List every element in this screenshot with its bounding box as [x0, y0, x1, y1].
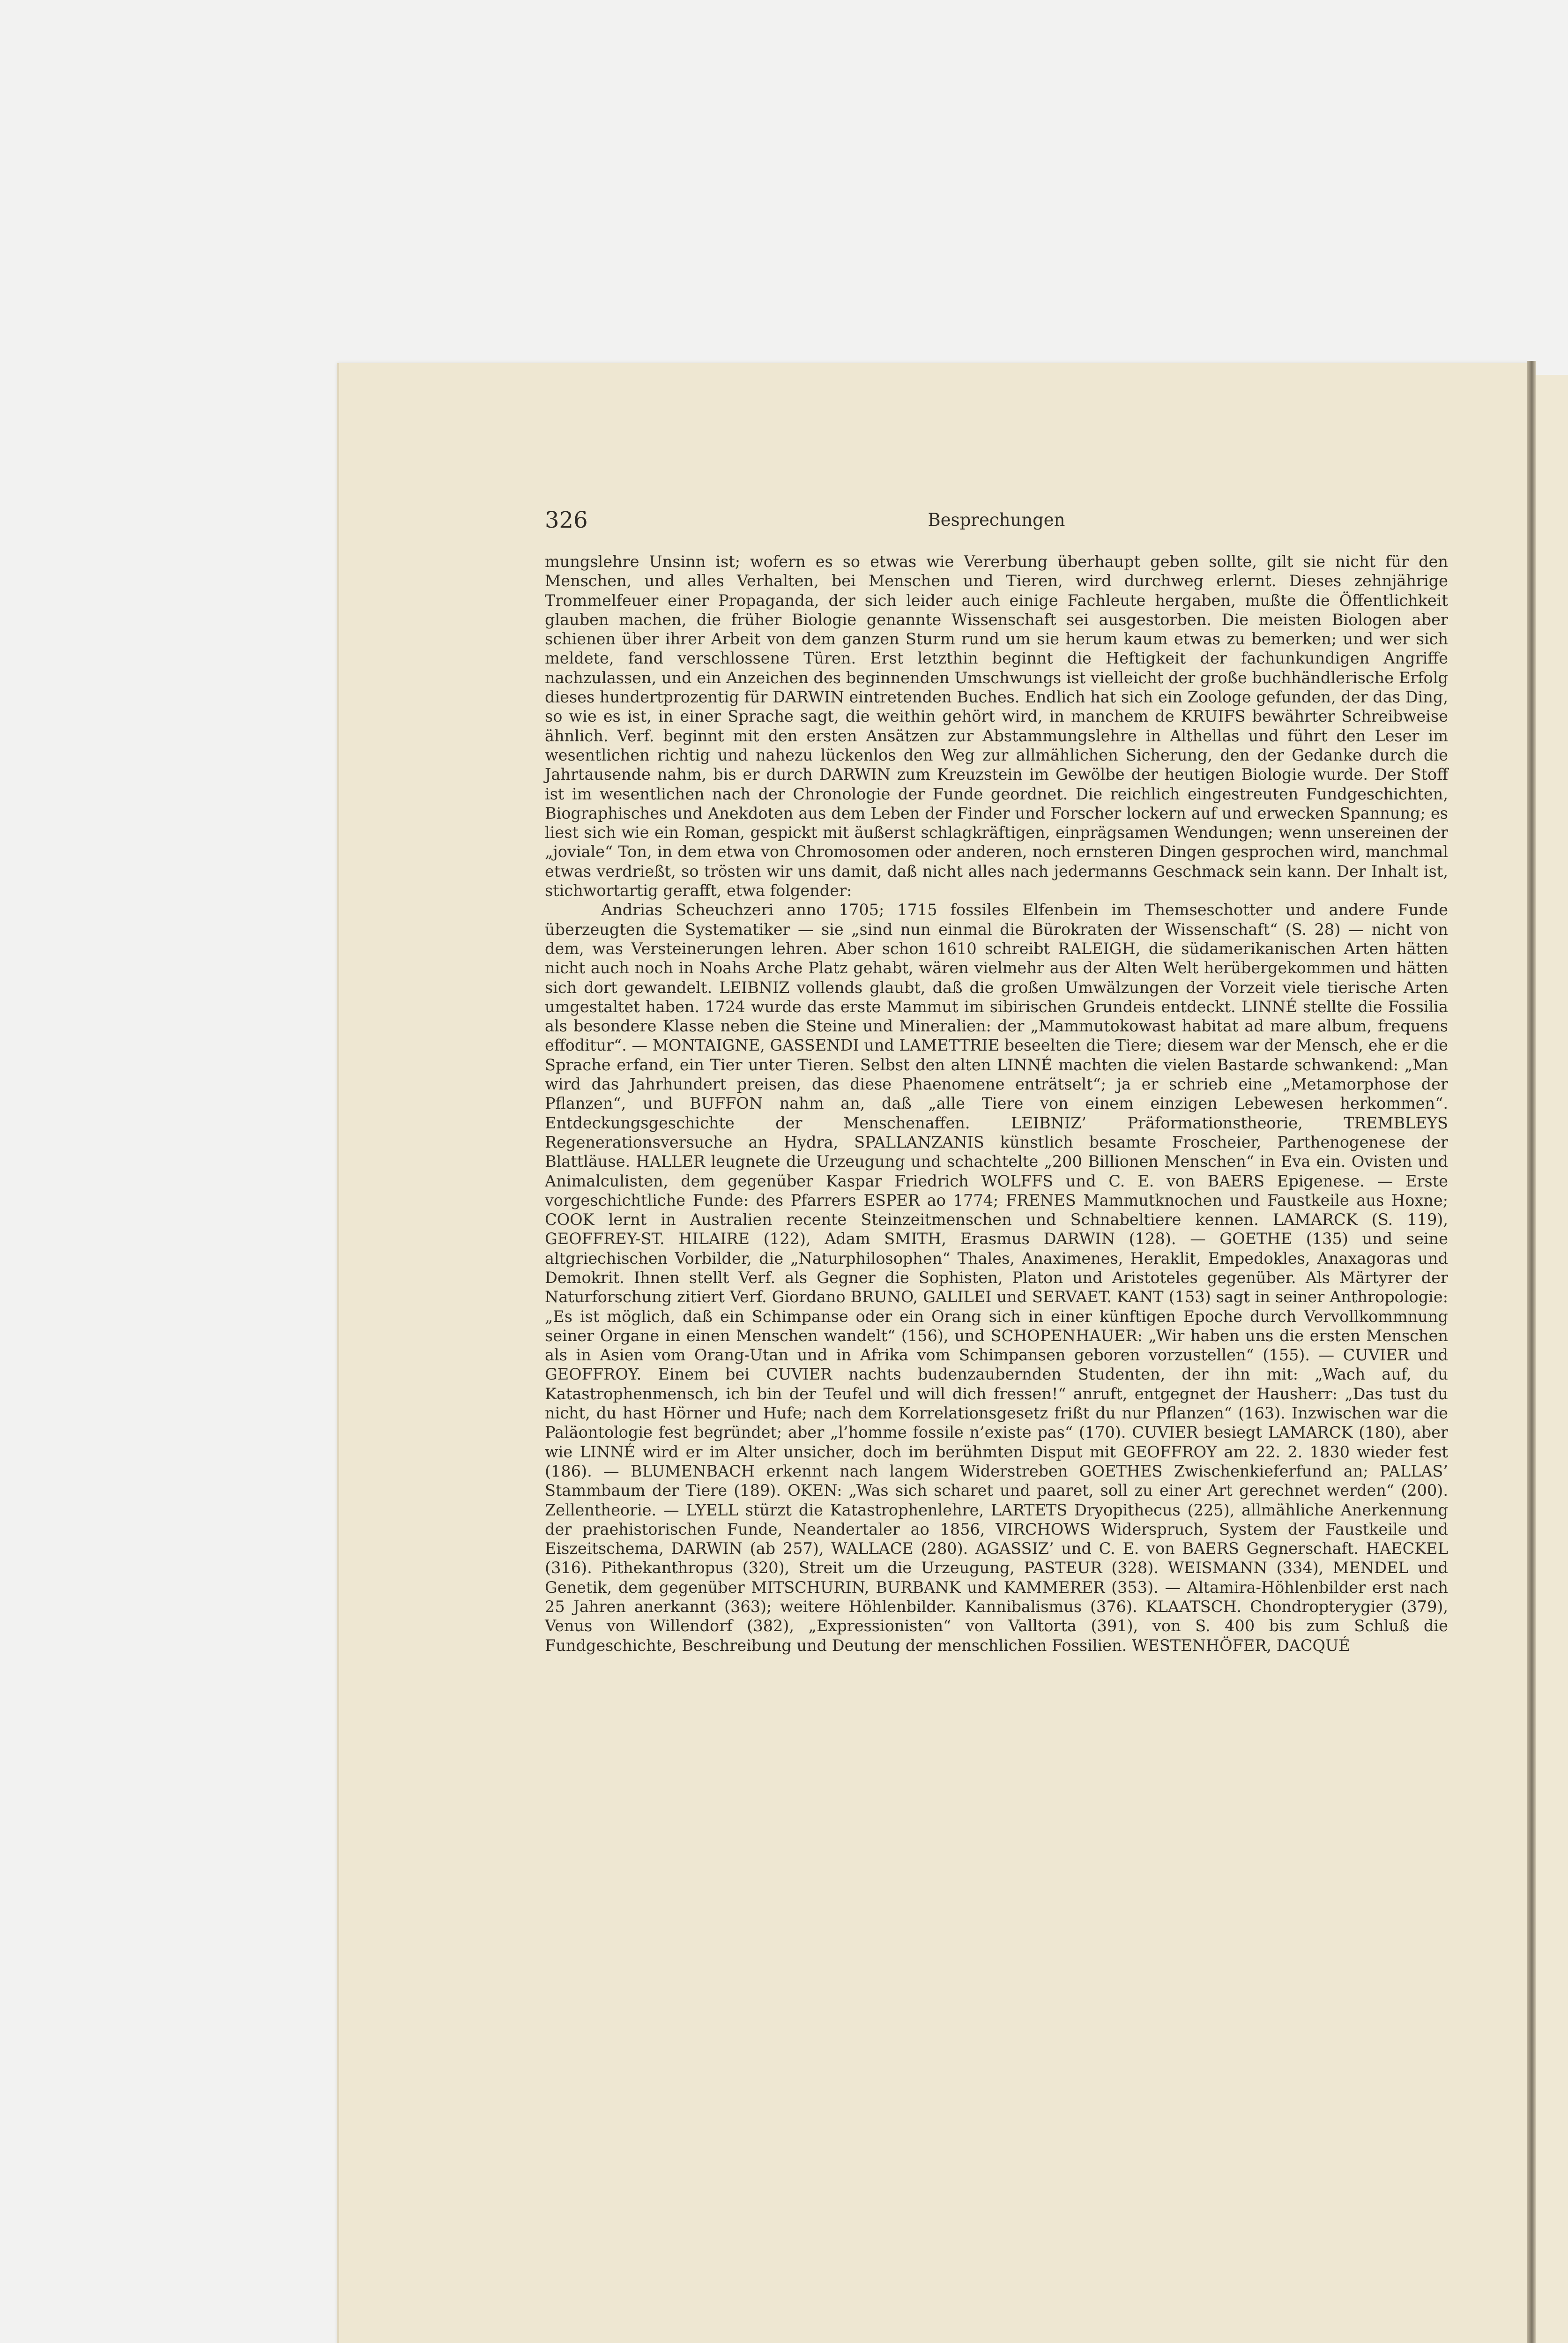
body-text — [545, 552, 1448, 1655]
paragraph-continuation: mungslehre Unsinn ist; wofern es so etwas wie Vererbung überhaupt geben sollte, gilt sie nicht für den Menschen, und alles Verhalten, bei Menschen und Tieren, wird durchweg erlernt. Dieses zehnjährige Trommelfeuer einer Propaganda, der sich leider auch einige Fachleute hergaben, mußte die Öffentlichkeit glauben machen, die früher Biologie genannte Wissenschaft sei ausgestorben. Die meisten Biologen aber schienen über ihrer Arbeit von dem ganzen Sturm rund um sie herum kaum etwas zu bemerken; und wer sich meldete, fand verschlossene Türen. Erst letzthin beginnt die Heftigkeit der fachunkundigen Angriffe nachzulassen, und ein Anzeichen des beginnenden Umschwungs ist vielleicht der große buchhändlerische Erfolg dieses hundertprozentig für DARWIN eintretenden Buches. Endlich hat sich ein Zoologe gefunden, der das Ding, so wie es ist, in einer Sprache sagt, die weithin gehört wird, in manchem de KRUIFS bewährter Schreibweise ähnlich. Verf. beginnt mit den ersten Ansätzen zur Abstammungslehre in Althellas und führt den Leser im wesentlichen richtig und nahezu lückenlos den Weg zur allmählichen Sicherung, den der Gedanke durch die Jahrtausende nahm, bis er durch DARWIN zum Kreuzstein im Gewölbe der heutigen Biologie wurde. Der Stoff ist im wesentlichen nach der Chronologie der Funde geordnet. Die reichlich eingestreuten Fundgeschichten, Biographisches und Anekdoten aus dem Leben der Finder und Forscher lockern auf und erwecken Spannung; es liest sich wie ein Roman, gespickt mit äußerst schlagkräftigen, einprägsamen Wendungen; wenn unsereinen der „joviale“ Ton, in dem etwa von Chromosomen oder anderen, noch ernsteren Dingen gesprochen wird, manchmal etwas verdrießt, so trösten wir uns damit, daß nicht alles nach jedermanns Geschmack sein kann. Der Inhalt ist, stichwortartig gerafft, etwa folgender: — [545, 552, 1448, 900]
running-head: Besprechungen — [928, 510, 1065, 530]
adjacent-page-edge — [1536, 375, 1568, 2343]
page-number: 326 — [545, 507, 588, 533]
page-header — [545, 507, 1448, 535]
book-gutter — [1527, 361, 1536, 2343]
paragraph-content-summary: Andrias Scheuchzeri anno 1705; 1715 fossiles Elfenbein im Themseschotter und andere Funde überzeugten die Systematiker — sie „sind nun einmal die Bürokraten der Wissenschaft“ (S. 28) — nicht von dem, was Versteinerungen lehren. Aber schon 1610 schreibt RALEIGH, die südamerikanischen Arten hätten nicht auch noch in Noahs Arche Platz gehabt, wären vielmehr aus der Alten Welt herübergekommen und hätten sich dort gewandelt. LEIBNIZ vollends glaubt, daß die großen Umwälzungen der Vorzeit viele tierische Arten umgestaltet haben. 1724 wurde das erste Mammut im sibirischen Grundeis entdeckt. LINNÉ stellte die Fossilia als besondere Klasse neben die Steine und Mineralien: der „Mammutokowast habitat ad mare album, frequens effoditur“. — MONTAIGNE, GASSENDI und LAMETTRIE beseelten die Tiere; diesem war der Mensch, ehe er die Sprache erfand, ein Tier unter Tieren. Selbst den alten LINNÉ machten die vielen Bastarde schwankend: „Man wird das Jahrhundert preisen, das diese Phaenomene enträtselt“; ja er schrieb eine „Metamorphose der Pflanzen“, und BUFFON nahm an, daß „alle Tiere von einem einzigen Lebewesen herkommen“. Entdeckungsgeschichte der Menschenaffen. LEIBNIZ’ Präformationstheorie, TREMBLEYS Regenerationsversuche an Hydra, SPALLANZANIS künstlich besamte Froscheier, Parthenogenese der Blattläuse. HALLER leugnete die Urzeugung und schachtelte „200 Billionen Menschen“ in Eva ein. Ovisten und Animalculisten, dem gegenüber Kaspar Friedrich WOLFFS und C. E. von BAERS Epigenese. — Erste vorgeschichtliche Funde: des Pfarrers ESPER ao 1774; FRENES Mammutknochen und Faustkeile aus Hoxne; COOK lernt in Australien recente Steinzeitmenschen und Schnabeltiere kennen. LAMARCK (S. 119), GEOFFREY-ST. HILAIRE (122), Adam SMITH, Erasmus DARWIN (128). — GOETHE (135) und seine altgriechischen Vorbilder, die „Naturphilosophen“ Thales, Anaximenes, Heraklit, Empedokles, Anaxagoras und Demokrit. Ihnen stellt Verf. als Gegner die Sophisten, Platon und Aristoteles gegenüber. Als Märtyrer der Naturforschung zitiert Verf. Giordano BRUNO, GALILEI und SERVAET. KANT (153) sagt in seiner Anthropologie: „Es ist möglich, daß ein Schimpanse oder ein Orang sich in einer künftigen Epoche durch Vervollkommnung seiner Organe in einen Menschen wandelt“ (156), und SCHOPENHAUER: „Wir haben uns die ersten Menschen als in Asien vom Orang-Utan und in Afrika vom Schimpansen geboren vorzustellen“ (155). — CUVIER und GEOFFROY. Einem bei CUVIER nachts budenzaubernden Studenten, der ihn mit: „Wach auf, du Katastrophenmensch, ich bin der Teufel und will dich fressen!“ anruft, entgegnet der Hausherr: „Das tust du nicht, du hast Hörner und Hufe; nach dem Korrelationsgesetz frißt du nur Pflanzen“ (163). Inzwischen war die Paläontologie fest begründet; aber „l’homme fossile n’existe pas“ (170). CUVIER besiegt LAMARCK (180), aber wie LINNÉ wird er im Alter unsicher, doch im berühmten Disput mit GEOFFROY am 22. 2. 1830 wieder fest (186). — BLUMENBACH erkennt nach langem Widerstreben GOETHES Zwischenkieferfund an; PALLAS’ Stammbaum der Tiere (189). OKEN: „Was sich scharet und paaret, soll zu einer Art gerechnet werden“ (200). Zellentheorie. — LYELL stürzt die Katastrophenlehre, LARTETS Dryopithecus (225), allmähliche Anerkennung der praehistorischen Funde, Neandertaler ao 1856, VIRCHOWS Widerspruch, System der Faustkeile und Eiszeitschema, DARWIN (ab 257), WALLACE (280). AGASSIZ’ und C. E. von BAERS Gegnerschaft. HAECKEL (316). Pithekanthropus (320), Streit um die Urzeugung, PASTEUR (328). WEISMANN (334), MENDEL und Genetik, dem gegenüber MITSCHURIN, BURBANK und KAMMERER (353). — Altamira-Höhlenbilder erst nach 25 Jahren anerkannt (363); weitere Höhlenbilder. Kannibalismus (376). KLAATSCH. Chondropterygier (379), Venus von Willendorf (382), „Expressionisten“ von Valltorta (391), von S. 400 bis zum Schluß die Fundgeschichte, Beschreibung und Deutung der menschlichen Fossilien. WESTENHÖFER, DACQUÉ — [545, 901, 1448, 1655]
